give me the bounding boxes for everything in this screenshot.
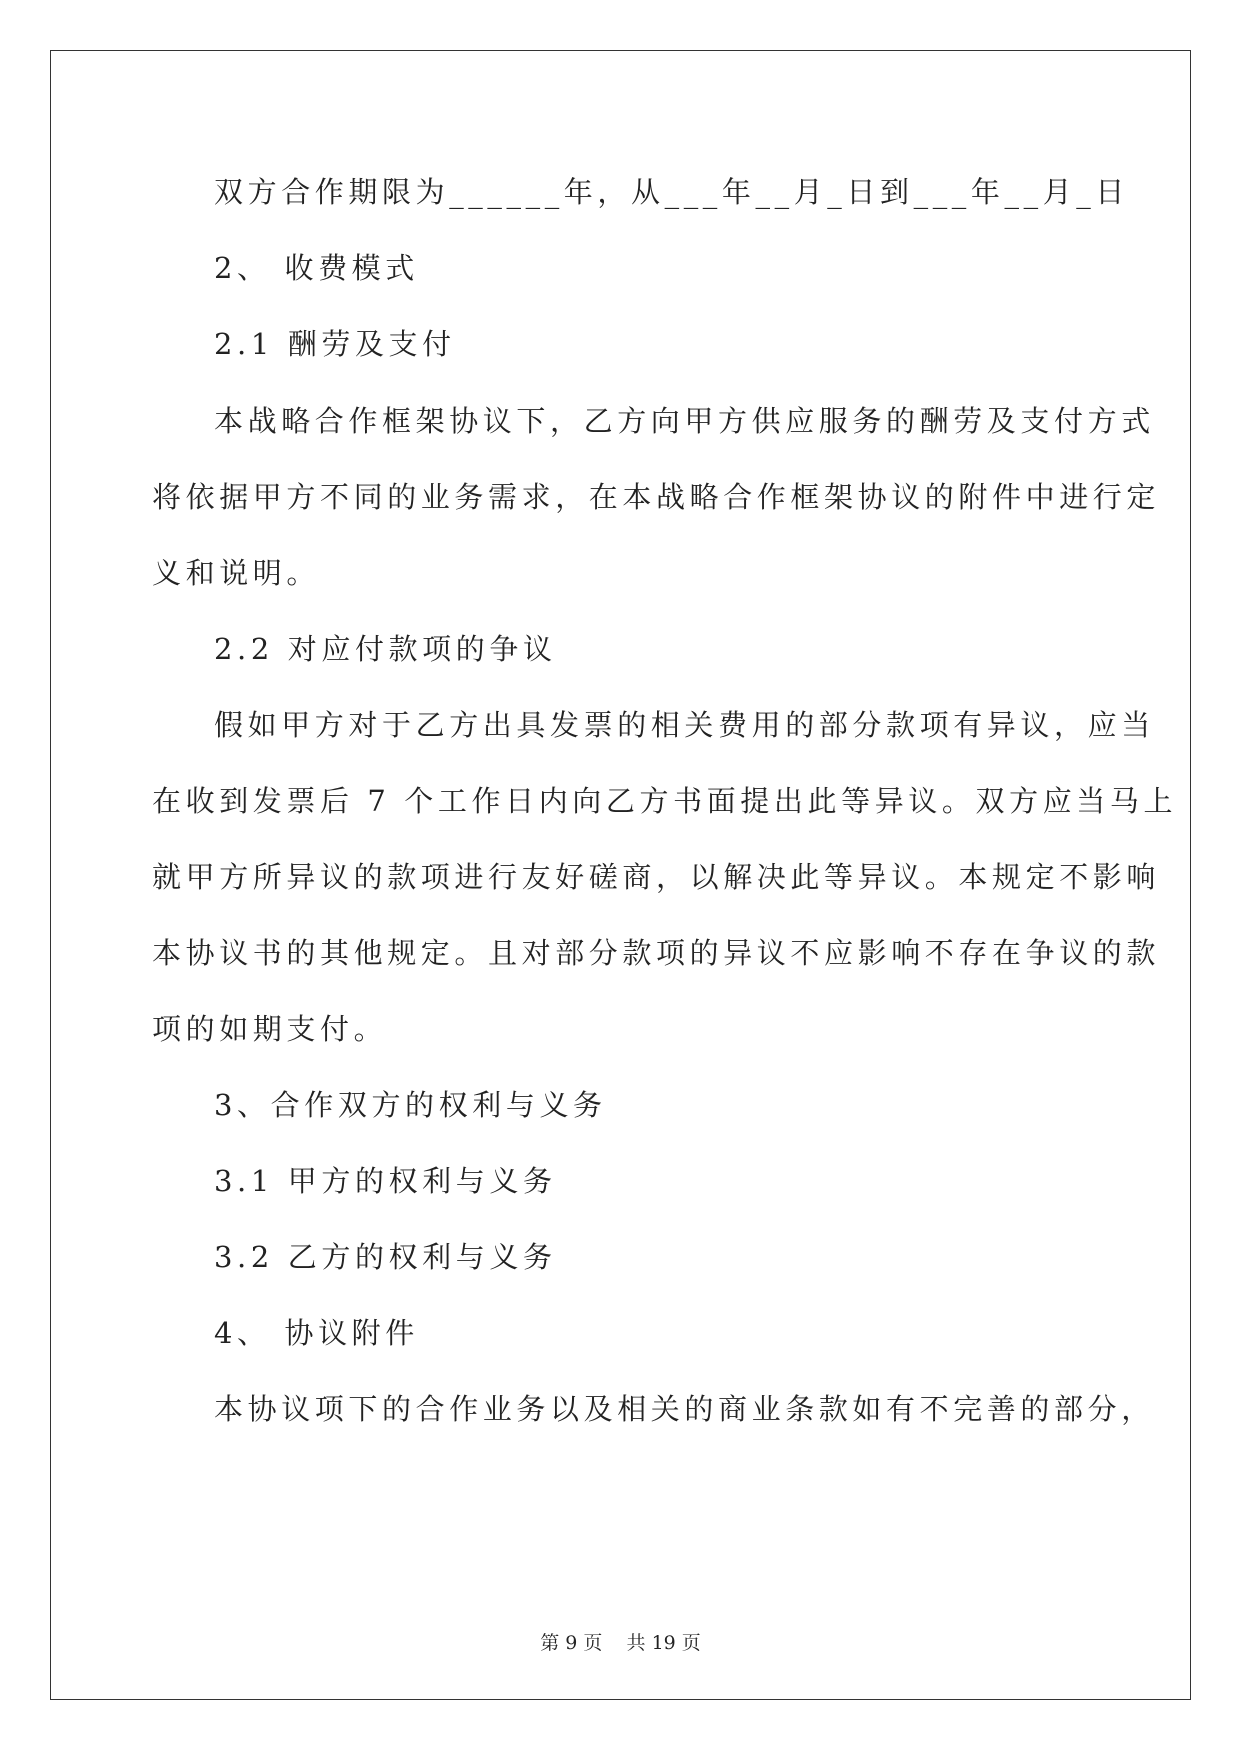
subsection-heading: 2.2 对应付款项的争议 — [214, 632, 557, 666]
text-line: 就甲方所异议的款项进行友好磋商，以解决此等异议。本规定不影响 — [152, 860, 1161, 894]
text-line: 在收到发票后 7 个工作日内向乙方书面提出此等异议。双方应当马上 — [152, 784, 1178, 818]
text-line: 将依据甲方不同的业务需求，在本战略合作框架协议的附件中进行定 — [152, 480, 1161, 514]
page-number: 第 9 页 — [540, 1632, 603, 1654]
section-heading: 3、合作双方的权利与义务 — [214, 1088, 607, 1122]
subsection-heading: 3.1 甲方的权利与义务 — [214, 1164, 557, 1198]
section-heading: 4、 协议附件 — [214, 1316, 419, 1350]
text-line: 本协议书的其他规定。且对部分款项的异议不应影响不存在争议的款 — [152, 936, 1161, 970]
total-pages: 共 19 页 — [626, 1632, 701, 1654]
text-line: 义和说明。 — [152, 556, 321, 590]
text-line: 本战略合作框架协议下，乙方向甲方供应服务的酬劳及支付方式 — [214, 404, 1155, 438]
text-line: 本协议项下的合作业务以及相关的商业条款如有不完善的部分， — [214, 1392, 1155, 1426]
subsection-heading: 3.2 乙方的权利与义务 — [214, 1240, 557, 1274]
section-heading: 2、 收费模式 — [214, 251, 419, 285]
page-footer — [0, 1630, 1241, 1656]
subsection-heading: 2.1 酬劳及支付 — [214, 327, 456, 361]
text-line: 双方合作期限为______年，从___年__月_日到___年__月_日 — [214, 175, 1130, 209]
text-line: 假如甲方对于乙方出具发票的相关费用的部分款项有异议，应当 — [214, 708, 1155, 742]
text-line: 项的如期支付。 — [152, 1012, 388, 1046]
